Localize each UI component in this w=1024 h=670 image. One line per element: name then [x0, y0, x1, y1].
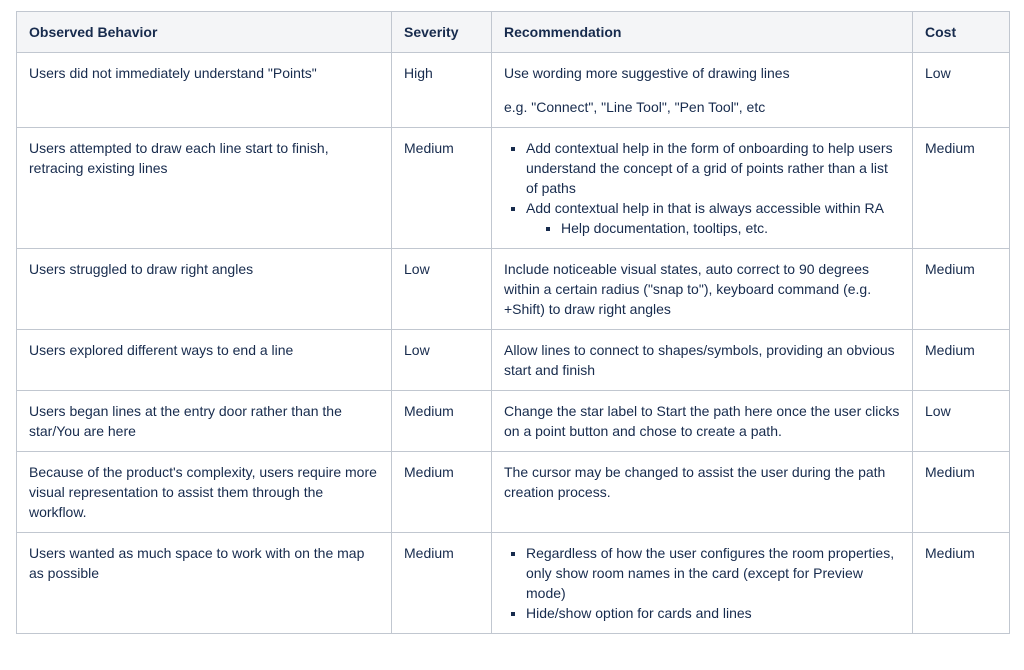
severity-cell — [392, 330, 492, 391]
severity-cell — [392, 53, 492, 128]
table-body — [17, 53, 1010, 634]
observed-behavior-cell — [17, 391, 392, 452]
observed-behavior-text: Because of the product's complexity, users require more visual representation to assist them through the workflow. — [29, 464, 377, 520]
cost-cell — [913, 533, 1010, 634]
recommendation-paragraph: e.g. "Connect", "Line Tool", "Pen Tool", etc — [504, 99, 766, 115]
severity-value: Medium — [404, 403, 454, 419]
severity-cell — [392, 128, 492, 249]
recommendation-list — [504, 138, 900, 238]
observed-behavior-cell — [17, 128, 392, 249]
severity-cell — [392, 452, 492, 533]
column-header-severity: Severity — [392, 12, 492, 53]
recommendation-item: ▪ Add contextual help in the form of onboarding to help users understand the concept of a grid of points rather than a list of paths — [526, 138, 900, 198]
cost-cell — [913, 53, 1010, 128]
cost-value: Medium — [925, 464, 975, 480]
table-header-row — [17, 12, 1010, 53]
recommendation-paragraph: The cursor may be changed to assist the user during the path creation process. — [504, 464, 886, 500]
recommendation-cell — [492, 391, 913, 452]
severity-cell — [392, 533, 492, 634]
observed-behavior-text: Users attempted to draw each line start to finish, retracing existing lines — [29, 140, 329, 176]
recommendation-cell — [492, 452, 913, 533]
observed-behavior-text: Users wanted as much space to work with on the map as possible — [29, 545, 365, 581]
cost-cell — [913, 391, 1010, 452]
recommendation-cell — [492, 53, 913, 128]
table-row — [17, 53, 1010, 128]
recommendation-subitem: ▪ Help documentation, tooltips, etc. — [561, 218, 900, 238]
cost-cell — [913, 249, 1010, 330]
severity-value: Medium — [404, 140, 454, 156]
recommendation-cell — [492, 533, 913, 634]
recommendation-paragraph: Use wording more suggestive of drawing lines — [504, 65, 790, 81]
severity-value: Low — [404, 261, 430, 277]
observed-behavior-cell — [17, 249, 392, 330]
observed-behavior-cell — [17, 53, 392, 128]
observed-behavior-text: Users struggled to draw right angles — [29, 261, 254, 277]
cost-value: Low — [925, 403, 951, 419]
severity-value: Medium — [404, 464, 454, 480]
table-row — [17, 330, 1010, 391]
recommendation-sublist — [526, 218, 900, 238]
recommendation-cell — [492, 249, 913, 330]
column-header-recommendation: Recommendation — [492, 12, 913, 53]
severity-cell — [392, 391, 492, 452]
column-header-cost: Cost — [913, 12, 1010, 53]
observed-behavior-text: Users began lines at the entry door rather than the star/You are here — [29, 403, 342, 439]
cost-cell — [913, 452, 1010, 533]
recommendation-cell — [492, 128, 913, 249]
severity-value: High — [404, 65, 433, 81]
cost-value: Medium — [925, 140, 975, 156]
cost-value: Medium — [925, 261, 975, 277]
recommendation-item: ▪ Add contextual help in that is always accessible within RA ▪ Help documentation, tooltips, etc. — [526, 198, 900, 238]
recommendation-paragraph: Change the star label to Start the path here once the user clicks on a point button and chose to create a path. — [504, 403, 900, 439]
cost-cell — [913, 330, 1010, 391]
table-row — [17, 391, 1010, 452]
recommendation-cell — [492, 330, 913, 391]
table-row — [17, 249, 1010, 330]
severity-cell — [392, 249, 492, 330]
usability-findings-table — [16, 11, 1010, 634]
recommendation-list — [504, 543, 900, 623]
cost-value: Low — [925, 65, 951, 81]
observed-behavior-cell — [17, 330, 392, 391]
table-row — [17, 128, 1010, 249]
severity-value: Low — [404, 342, 430, 358]
cost-value: Medium — [925, 545, 975, 561]
severity-value: Medium — [404, 545, 454, 561]
cost-value: Medium — [925, 342, 975, 358]
table-row — [17, 533, 1010, 634]
recommendation-item: ▪ Hide/show option for cards and lines — [526, 603, 900, 623]
table-row — [17, 452, 1010, 533]
observed-behavior-cell — [17, 533, 392, 634]
observed-behavior-text: Users explored different ways to end a line — [29, 342, 294, 358]
observed-behavior-text: Users did not immediately understand "Points" — [29, 65, 317, 81]
observed-behavior-cell — [17, 452, 392, 533]
recommendation-item: ▪ Regardless of how the user configures the room properties, only show room names in the card (except for Preview mode) — [526, 543, 900, 603]
cost-cell — [913, 128, 1010, 249]
recommendation-paragraph: Include noticeable visual states, auto correct to 90 degrees within a certain radius ("snap to"), keyboard command (e.g. +Shift) to draw right angles — [504, 261, 872, 317]
column-header-observed-behavior: Observed Behavior — [17, 12, 392, 53]
recommendation-paragraph: Allow lines to connect to shapes/symbols, providing an obvious start and finish — [504, 342, 895, 378]
